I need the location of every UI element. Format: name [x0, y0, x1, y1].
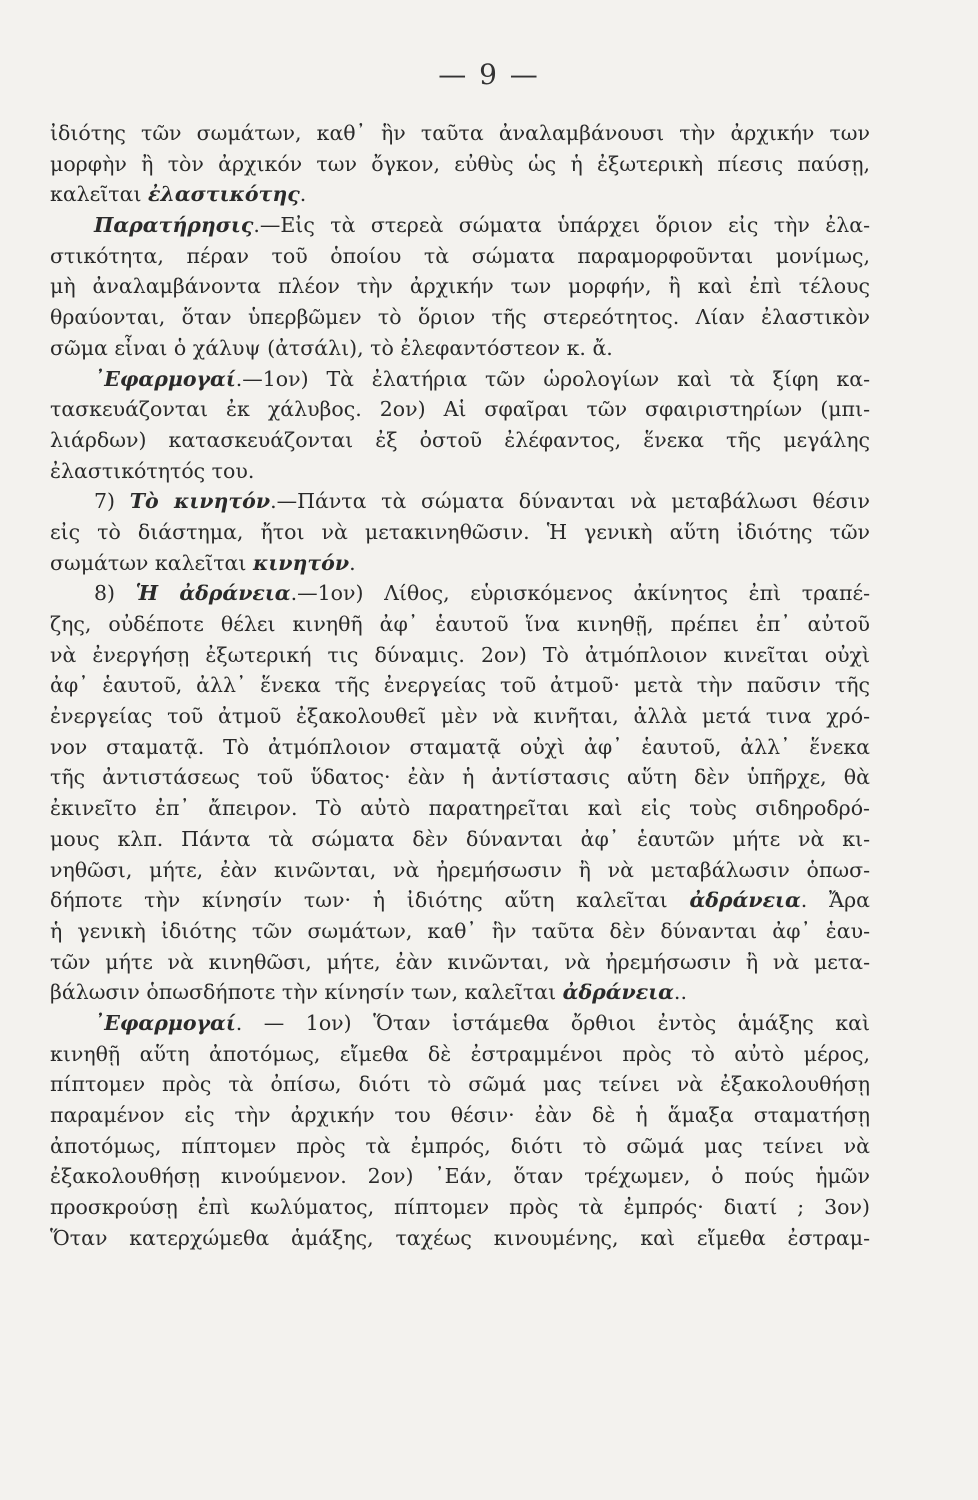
- page-number: — 9 —: [438, 58, 540, 91]
- text-line: πίπτομεν πρὸς τὰ ὀπίσω, διότι τὸ σῶμά μας τείνει νὰ ἐξακολουθήσῃ: [50, 1072, 870, 1097]
- text-line: ζης, οὐδέποτε θέλει κινηθῆ ἀφ᾽ ἑαυτοῦ ἵνα κινηθῇ, πρέπει ἐπ᾽ αὐτοῦ: [50, 612, 870, 636]
- text-line: μορφὴν ἢ τὸν ἀρχικόν των ὄγκον, εὐθὺς ὡς ἡ ἐξωτερικὴ πίεσις παύσῃ,: [50, 151, 870, 176]
- text-line: λιάρδων) κατασκευάζονται ἐξ ὀστοῦ ἐλέφαντος, ἕνεκα τῆς μεγάλης: [50, 427, 870, 452]
- text-line: νον σταματᾷ. Τὸ ἀτμόπλοιον σταματᾷ οὐχὶ ἀφ᾽ ἑαυτοῦ, ἀλλ᾽ ἕνεκα: [50, 734, 870, 759]
- text-line: ἐλαστικότητός του.: [50, 458, 255, 483]
- text-line: Παρατήρησις.—Εἰς τὰ στερεὰ σώματα ὑπάρχει ὅριον εἰς τὴν ἐλα-: [94, 213, 870, 238]
- text-line: καλεῖται ἐλαστικότης.: [50, 182, 307, 207]
- text-line: κινηθῇ αὕτη ἀποτόμως, εἴμεθα δὲ ἐστραμμένοι πρὸς τὸ αὐτὸ μέρος,: [50, 1041, 870, 1066]
- text-line: θραύονται, ὅταν ὑπερβῶμεν τὸ ὅριον τῆς στερεότητος. Λίαν ἐλαστικὸν: [50, 305, 870, 330]
- text-line: τῶν μήτε νὰ κινηθῶσι, μήτε, ἐὰν κινῶνται, νὰ ἠρεμήσωσιν ἢ νὰ μετα-: [50, 949, 870, 974]
- text-line: παραμένον εἰς τὴν ἀρχικήν του θέσιν· ἐὰν δὲ ἡ ἅμαξα σταματήσῃ: [50, 1103, 870, 1127]
- text-line: ἰδιότης τῶν σωμάτων, καθ᾽ ἣν ταῦτα ἀναλαμβάνουσι τὴν ἀρχικήν των: [50, 121, 870, 145]
- text-line: ᾿Εφαρμογαί. — 1ον) Ὅταν ἱστάμεθα ὄρθιοι ἐντὸς ἁμάξης καὶ: [94, 1010, 870, 1035]
- text-line: μὴ ἀναλαμβάνοντα πλέον τὴν ἀρχικήν των μορφήν, ἢ καὶ ἐπὶ τέλους: [50, 274, 870, 299]
- text-line: ἐξακολουθήσῃ κινούμενον. 2ον) ᾿Εάν, ὅταν τρέχωμεν, ὁ πούς ἡμῶν: [50, 1164, 870, 1189]
- text-line: τῆς ἀντιστάσεως τοῦ ὕδατος· ἐὰν ἡ ἀντίστασις αὕτη δὲν ὑπῆρχε, θὰ: [50, 765, 870, 790]
- text-line: βάλωσιν ὁπωσδήποτε τὴν κίνησίν των, καλεῖται ἀδράνεια..: [50, 980, 687, 1005]
- text-line: Ὅταν κατερχώμεθα ἁμάξης, ταχέως κινουμένης, καὶ εἴμεθα ἐστραμ-: [50, 1225, 870, 1250]
- text-line: στικότητα, πέραν τοῦ ὁποίου τὰ σώματα παραμορφοῦνται μονίμως,: [50, 243, 870, 268]
- text-line: εἰς τὸ διάστημα, ἤτοι νὰ μετακινηθῶσιν. Ἡ γενικὴ αὕτη ἰδιότης τῶν: [50, 519, 870, 544]
- text-line: νὰ ἐνεργήσῃ ἐξωτερική τις δύναμις. 2ον) Τὸ ἀτμόπλοιον κινεῖται οὐχὶ: [50, 642, 870, 667]
- text-line: δήποτε τὴν κίνησίν των· ἡ ἰδιότης αὕτη καλεῖται ἀδράνεια. Ἄρα: [50, 888, 870, 913]
- text-line: 7) Τὸ κινητόν.—Πάντα τὰ σώματα δύνανται νὰ μεταβάλωσι θέσιν: [94, 489, 870, 514]
- text-line: 8) Ἡ ἀδράνεια.—1ον) Λίθος, εὑρισκόμενος ἀκίνητος ἐπὶ τραπέ-: [94, 581, 871, 606]
- text-line: ᾿Εφαρμογαί.—1ον) Τὰ ἐλατήρια τῶν ὡρολογίων καὶ τὰ ξίφη κα-: [94, 366, 870, 391]
- text-line: τασκευάζονται ἐκ χάλυβος. 2ον) Αἱ σφαῖραι τῶν σφαιριστηρίων (μπι-: [50, 397, 870, 422]
- text-line: προσκρούσῃ ἐπὶ κωλύματος, πίπτομεν πρὸς τὰ ἐμπρός· διατί ; 3ον): [50, 1195, 870, 1220]
- text-line: σῶμα εἶναι ὁ χάλυψ (ἀτσάλι), τὸ ἐλεφαντόστεον κ. ἄ.: [50, 335, 613, 360]
- text-line: ἀποτόμως, πίπτομεν πρὸς τὰ ἐμπρός, διότι τὸ σῶμά μας τείνει νὰ: [50, 1133, 870, 1158]
- text-line: ἐνεργείας τοῦ ἀτμοῦ ἐξακολουθεῖ μὲν νὰ κινῆται, ἀλλὰ μετά τινα χρό-: [50, 704, 870, 729]
- text-line: ἀφ᾽ ἑαυτοῦ, ἀλλ᾽ ἕνεκα τῆς ἐνεργείας τοῦ ἀτμοῦ· μετὰ τὴν παῦσιν τῆς: [50, 673, 870, 698]
- text-line: μους κλπ. Πάντα τὰ σώματα δὲν δύνανται ἀφ᾽ ἑαυτῶν μήτε νὰ κι-: [50, 826, 870, 851]
- text-line: ἐκινεῖτο ἐπ᾽ ἄπειρον. Τὸ αὐτὸ παρατηρεῖται καὶ εἰς τοὺς σιδηροδρό-: [50, 796, 870, 821]
- text-line: σωμάτων καλεῖται κινητόν.: [50, 550, 356, 575]
- body-text: [50, 118, 870, 1253]
- text-line: νηθῶσι, μήτε, ἐὰν κινῶνται, νὰ ἠρεμήσωσιν ἢ νὰ μεταβάλωσιν ὁπωσ-: [50, 857, 870, 882]
- text-line: ἡ γενικὴ ἰδιότης τῶν σωμάτων, καθ᾽ ἣν ταῦτα δὲν δύνανται ἀφ᾽ ἑαυ-: [50, 918, 870, 943]
